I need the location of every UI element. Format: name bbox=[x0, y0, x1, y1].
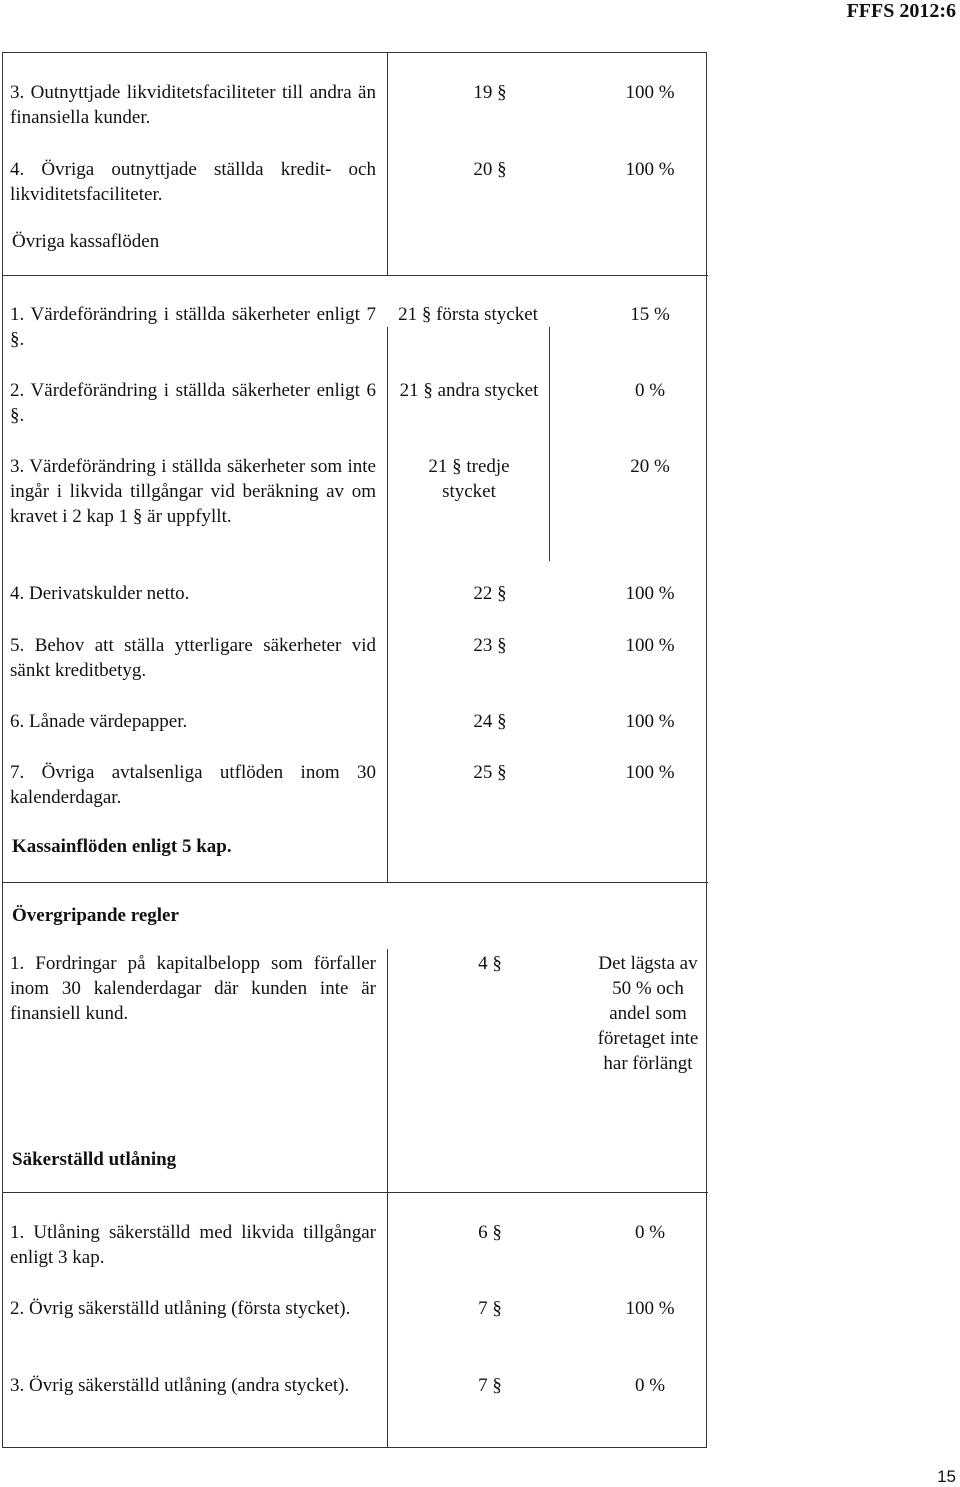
row-item-text: 1. Fordringar på kapitalbelopp som förfaller inom 30 kalenderdagar där kunden inte är finansiell kund. bbox=[10, 953, 376, 1024]
row-item-reference: 7 § bbox=[478, 1298, 502, 1319]
row-item-reference: 4 § bbox=[478, 953, 502, 974]
row-item-text: 3. Värdeförändring i ställda säkerheter som inte ingår i likvida tillgångar vid beräkning av om kravet i 2 kap 1 § är uppfyllt. bbox=[10, 456, 376, 527]
row-item-reference: 7 § bbox=[478, 1375, 502, 1396]
row-item-reference: 21 § andra stycket bbox=[399, 380, 539, 401]
row-item-reference: 20 § bbox=[473, 159, 507, 180]
row-item-reference: 19 § bbox=[473, 82, 507, 103]
row-item-value: 100 % bbox=[625, 82, 675, 103]
row-item-text: 7. Övriga avtalsenliga utflöden inom 30 kalenderdagar. bbox=[10, 762, 376, 808]
row-item-text: 3. Övrig säkerställd utlåning (andra stycket). bbox=[10, 1375, 350, 1396]
row-divider bbox=[3, 275, 708, 276]
row-item-value: 15 % bbox=[630, 304, 670, 325]
row-divider bbox=[3, 1192, 708, 1193]
row-item-text: 5. Behov att ställa ytterligare säkerheter vid sänkt kreditbetyg. bbox=[10, 635, 376, 681]
row-item-value: 0 % bbox=[634, 380, 666, 401]
row-item-text: 2. Övrig säkerställd utlåning (första stycket). bbox=[10, 1298, 351, 1319]
section-heading: Kassainflöden enligt 5 kap. bbox=[12, 836, 232, 857]
row-item-value: 100 % bbox=[625, 711, 675, 732]
section-heading: Övriga kassaflöden bbox=[12, 231, 160, 252]
row-item-reference: 25 § bbox=[473, 762, 507, 783]
section-heading: Övergripande regler bbox=[12, 905, 179, 926]
row-item-text: 6. Lånade värdepapper. bbox=[10, 711, 188, 732]
row-item-text: 1. Värdeförändring i ställda säkerheter enligt 7 §. bbox=[10, 304, 376, 350]
row-divider bbox=[3, 882, 708, 883]
row-item-reference: 23 § bbox=[473, 635, 507, 656]
row-item-value: 100 % bbox=[625, 159, 675, 180]
row-item-text: 4. Övriga outnyttjade ställda kredit- och likviditetsfaciliteter. bbox=[10, 159, 376, 205]
row-item-reference: 6 § bbox=[478, 1222, 502, 1243]
row-item-value: 20 % bbox=[630, 456, 670, 477]
column-divider bbox=[387, 327, 388, 882]
row-item-value: 100 % bbox=[625, 635, 675, 656]
column-divider bbox=[387, 53, 388, 275]
row-item-reference: 21 § första stycket bbox=[398, 304, 538, 325]
row-item-text: 3. Outnyttjade likviditetsfaciliteter till andra än finansiella kunder. bbox=[10, 82, 376, 128]
row-item-value: 100 % bbox=[625, 762, 675, 783]
row-item-value: 0 % bbox=[634, 1375, 666, 1396]
row-item-value: 100 % bbox=[625, 1298, 675, 1319]
document-id-header: FFFS 2012:6 bbox=[846, 0, 956, 22]
row-item-value: 0 % bbox=[634, 1222, 666, 1243]
row-item-value: Det lägsta av 50 % och andel som företaget inte har förlängt bbox=[597, 953, 699, 1074]
row-item-text: 2. Värdeförändring i ställda säkerheter enligt 6 §. bbox=[10, 380, 376, 426]
row-item-reference: 22 § bbox=[473, 583, 507, 604]
page-number: 15 bbox=[937, 1467, 956, 1486]
row-item-text: 1. Utlåning säkerställd med likvida tillgångar enligt 3 kap. bbox=[10, 1222, 376, 1268]
row-item-value: 100 % bbox=[625, 583, 675, 604]
column-divider bbox=[549, 327, 550, 561]
column-divider bbox=[387, 1193, 388, 1448]
column-divider bbox=[387, 949, 388, 1192]
row-item-text: 4. Derivatskulder netto. bbox=[10, 583, 190, 604]
row-item-reference: 24 § bbox=[473, 711, 507, 732]
row-item-reference: 21 § tredje stycket bbox=[428, 456, 510, 502]
section-heading: Säkerställd utlåning bbox=[12, 1149, 177, 1170]
